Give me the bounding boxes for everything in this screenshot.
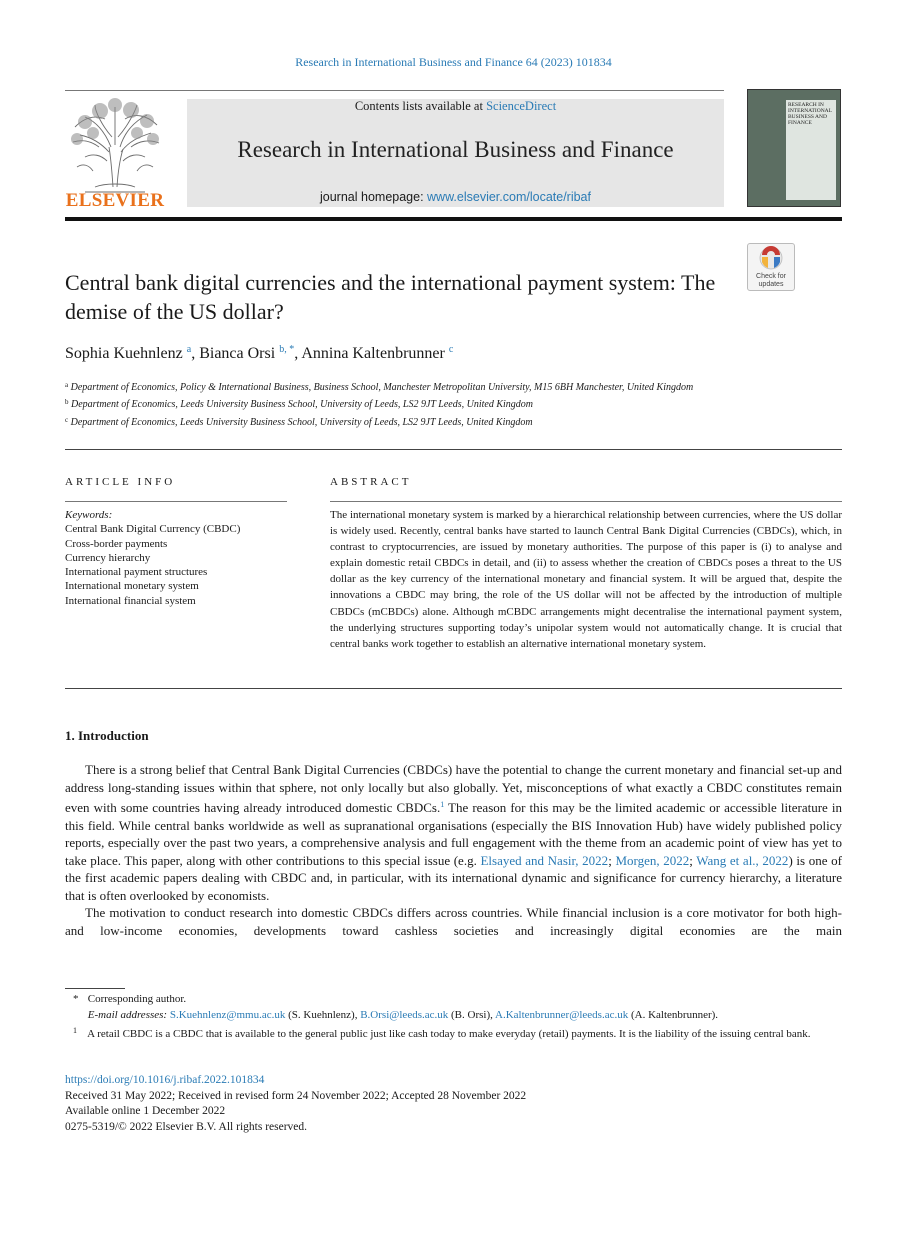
doi-link[interactable]: https://doi.org/10.1016/j.ribaf.2022.101834 <box>65 1074 265 1086</box>
keyword-item: International financial system <box>65 594 196 607</box>
email-link[interactable]: S.Kuehnlenz@mmu.ac.uk <box>169 1009 286 1021</box>
footnote-ref[interactable]: 1 <box>440 800 445 809</box>
available-online: Available online 1 December 2022 <box>65 1105 226 1117</box>
paragraph: The motivation to conduct research into domestic CBDCs differs across countries. While financial inclusion is a core motivator for both high-and low-income economies, developments toward cashless societies and increasingly digital economies are the main <box>65 905 842 938</box>
sciencedirect-link[interactable]: ScienceDirect <box>486 99 557 113</box>
article-title: Central bank digital currencies and the international payment system: The demise of the US dollar? <box>65 270 716 324</box>
affiliation-item: $^a$ Department of Economics, Policy & International Business, Business School, Manchester Metropolitan University, M15 6BH Manchester, United Kingdom <box>65 381 694 393</box>
author-affiliation-mark[interactable]: a <box>186 344 192 355</box>
received-dates: Received 31 May 2022; Received in revised form 24 November 2022; Accepted 28 November 2022 <box>65 1089 527 1102</box>
author-name[interactable]: Annina Kaltenbrunner <box>301 345 445 362</box>
journal-cover-thumbnail[interactable] <box>747 89 841 207</box>
keyword-item: International payment structures <box>65 566 208 579</box>
paragraph: There is a strong belief that Central Bank Digital Currencies (CBDCs) have the potential to change the current monetary and financial set-up and address long-standing issues within that sphere, not only locally but also globally. Yet, misconceptions of what exactly a CBDC constitutes remain even with some countries having already introduced domestic CBDCs.$^1$ The reason for this may be the limited academic or accessible literature in this field. While central banks worldwide as well as supranational organisations (especially the BIS Innovation Hub) have widely published policy reports, especially over the past two years, a comprehensive analysis and full engagement with the theme from an academic point of view has yet to take place. This paper, along with other contributions to this special issue (e.g. Elsayed and Nasir, 2022; Morgen, 2022; Wang et al., 2022) is one of the first academic papers dealing with CBDC and, in particular, with its international dynamic and significance for currency hierarchy, a literature that is often overlooked by economists. <box>65 762 842 903</box>
check-for-updates-label: Check for updates <box>756 273 786 288</box>
section-rule <box>65 688 842 689</box>
journal-homepage-link[interactable]: www.elsevier.com/locate/ribaf <box>427 190 591 204</box>
keywords-list <box>65 508 240 608</box>
footnotes <box>65 991 842 1042</box>
citation-link[interactable]: Elsayed and Nasir, 2022 <box>480 852 609 868</box>
elsevier-wordmark: ELSEVIER <box>65 190 165 211</box>
journal-homepage-line: journal homepage: www.elsevier.com/locate/ribaf <box>320 190 591 204</box>
journal-masthead <box>187 99 724 207</box>
author-affiliation-mark[interactable]: b, * <box>279 344 295 355</box>
author-name[interactable]: Sophia Kuehnlenz <box>65 345 183 362</box>
article-info-heading: ARTICLE INFO <box>65 476 176 488</box>
author-name[interactable]: Bianca Orsi <box>199 345 276 362</box>
publication-info <box>65 1073 526 1135</box>
abstract-heading: ABSTRACT <box>330 476 412 488</box>
keyword-item: Cross-border payments <box>65 537 168 550</box>
abstract-text: The international monetary system is marked by a hierarchical relationship between currencies, where the US dollar is widely used. Recently, central banks have started to launch Central Bank Digital Currencies (CBDCs), which, in contrast to cryptocurrencies, are issued by monetary authorities. The purpose of this paper is (i) to analyse and explain domestic retail CBDCs in detail, and (ii) to assess whether the creation of CBDCs poses a threat to the US dollar as the key currency of the international monetary and financial system. It will be argued that, despite the innovations a CBDC may bring, the role of the US dollar will not be affected by the introduction of multiple CBDCs (mCBDCs) alone. Although mCBDC arrangements might decentralise the international payment system, the underlying structures supporting today’s unipolar system would not automatically change. It is crucial that central banks work together to establish an alternative international monetary system. <box>330 509 842 650</box>
keyword-item: Central Bank Digital Currency (CBDC) <box>65 523 241 536</box>
affiliations <box>65 378 725 430</box>
cover-title: RESEARCH IN INTERNATIONAL BUSINESS AND FINANCE <box>788 102 832 126</box>
email-link[interactable]: A.Kaltenbrunner@leeds.ac.uk <box>495 1009 629 1021</box>
introduction-body <box>65 761 842 939</box>
abstract-rule <box>330 501 842 502</box>
affiliation-item: $^c$ Department of Economics, Leeds University Business School, University of Leeds, LS2 9JT Leeds, United Kingdom <box>65 415 533 428</box>
citation-link[interactable]: Morgen, 2022 <box>615 852 690 868</box>
footnote-corresponding: * Corresponding author. <box>73 993 187 1005</box>
keywords-label: Keywords: <box>65 509 113 521</box>
copyright: 0275-5319/© 2022 Elsevier B.V. All rights reserved. <box>65 1120 308 1133</box>
footnote-1: 1 A retail CBDC is a CBDC that is available to the general public just like cash today to make everyday (retail) payments. It is the liability of the issuing central bank. <box>73 1026 811 1040</box>
citation-link[interactable]: Wang et al., 2022 <box>696 852 789 868</box>
header-bottom-rule <box>65 217 842 221</box>
crossmark-icon <box>748 244 794 274</box>
check-for-updates-badge[interactable] <box>747 243 795 291</box>
author-list: Sophia Kuehnlenz $^a$, Bianca Orsi $^{b, *}$, Annina Kaltenbrunner $^c$ <box>65 344 454 362</box>
journal-reference-link[interactable]: Research in International Business and Finance 64 (2023) 101834 <box>295 55 612 69</box>
author-affiliation-mark[interactable]: c <box>448 344 454 355</box>
section-heading-introduction: 1. Introduction <box>65 728 149 743</box>
article-info-rule <box>65 501 287 502</box>
email-link[interactable]: B.Orsi@leeds.ac.uk <box>360 1009 449 1021</box>
journal-title: Research in International Business and Finance <box>237 137 674 162</box>
footnote-rule <box>65 988 125 989</box>
section-rule <box>65 449 842 450</box>
header-top-rule <box>65 90 724 91</box>
contents-line: Contents lists available at ScienceDirect <box>354 99 557 113</box>
keyword-item: Currency hierarchy <box>65 551 151 564</box>
footnote-emails: E-mail addresses: S.Kuehnlenz@mmu.ac.uk (S. Kuehnlenz), B.Orsi@leeds.ac.uk (B. Orsi), A.Kaltenbrunner@leeds.ac.uk (A. Kaltenbrunner). <box>87 1009 719 1021</box>
keyword-item: International monetary system <box>65 580 199 593</box>
affiliation-item: $^b$ Department of Economics, Leeds University Business School, University of Leeds, LS2 9JT Leeds, United Kingdom <box>65 398 533 411</box>
